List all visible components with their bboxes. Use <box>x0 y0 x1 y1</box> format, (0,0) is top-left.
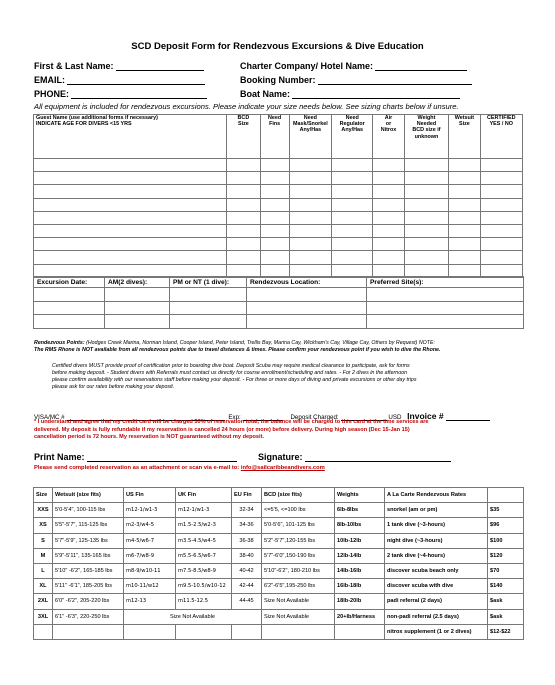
guest-cell[interactable] <box>260 185 289 198</box>
guest-cell[interactable] <box>34 238 227 251</box>
guest-cell[interactable] <box>332 198 373 211</box>
booking-label: Booking Number: <box>240 75 316 85</box>
guest-cell[interactable] <box>34 159 227 172</box>
size-table-cell: night dive (~3-hours) <box>385 533 488 548</box>
size-table-cell: 6lb-8lbs <box>335 503 385 518</box>
wetsuit-size-header: Wetsuit Size <box>449 115 480 159</box>
email-field <box>34 75 205 85</box>
booking-input[interactable] <box>318 75 472 85</box>
excursion-table <box>33 276 524 329</box>
size-table-header: BCD (size fits) <box>262 488 335 503</box>
size-table-row <box>34 563 524 578</box>
equipment-note: All equipment is included for rendezvous excursions. Please indicate your size needs below. See sizing charts below if unsure. <box>34 102 459 111</box>
guest-cell[interactable] <box>373 211 404 224</box>
guest-cell[interactable] <box>373 238 404 251</box>
size-table-cell: $12-$22 <box>488 624 524 639</box>
excursion-row <box>34 288 524 302</box>
excursion-cell[interactable] <box>170 288 247 302</box>
guest-cell[interactable] <box>332 211 373 224</box>
guest-cell[interactable] <box>449 198 480 211</box>
equipment-table <box>33 114 523 278</box>
size-table-cell: 6'0" -6'2", 205-220 lbs <box>53 594 124 609</box>
email-link[interactable]: info@sailcaribbeandivers.com <box>240 465 325 471</box>
deposit-charged-label: Deposit Charged: <box>290 414 339 421</box>
size-table-cell: 5'2"-5'7",120-155 lbs <box>262 533 335 548</box>
print-name-input[interactable] <box>87 452 237 462</box>
size-table-row <box>34 503 524 518</box>
size-table-cell: XS <box>34 518 53 533</box>
usd-label: USD <box>388 414 402 421</box>
guest-row <box>34 211 523 224</box>
size-table-cell: Size Not Available <box>262 594 335 609</box>
guest-cell[interactable] <box>332 224 373 237</box>
size-table-cell: M <box>34 548 53 563</box>
size-table-header: Size <box>34 488 53 503</box>
guest-row <box>34 185 523 198</box>
size-table-header: Weights <box>335 488 385 503</box>
size-table-header: UK Fin <box>176 488 232 503</box>
guest-cell[interactable] <box>404 172 449 185</box>
guest-cell[interactable] <box>34 251 227 264</box>
signature-input[interactable] <box>305 452 451 462</box>
size-table-cell: non-padi referral (2.5 days) <box>385 609 488 624</box>
guest-cell[interactable] <box>480 224 522 237</box>
size-table-cell: 44-45 <box>232 594 262 609</box>
excursion-cell[interactable] <box>247 301 367 315</box>
guest-row <box>34 159 523 172</box>
guest-row <box>34 198 523 211</box>
excursion-cell[interactable] <box>367 301 524 315</box>
guest-cell[interactable] <box>227 172 260 185</box>
invoice-input[interactable] <box>446 412 490 421</box>
size-table-cell: m9.5-10.5/w10-12 <box>176 579 232 594</box>
guest-cell[interactable] <box>227 159 260 172</box>
guest-cell[interactable] <box>449 238 480 251</box>
size-table-cell: S <box>34 533 53 548</box>
size-table-cell: $100 <box>488 533 524 548</box>
size-table-cell: m12-1/w1-3 <box>124 503 176 518</box>
size-table-cell: 5'5"-5'7", 115-125 lbs <box>53 518 124 533</box>
guest-cell[interactable] <box>404 224 449 237</box>
excursion-date-header: Excursion Date: <box>34 277 105 288</box>
size-table-row <box>34 624 524 639</box>
guest-cell[interactable] <box>373 198 404 211</box>
form-title: SCD Deposit Form for Rendezvous Excursions & Dive Education <box>131 41 424 52</box>
size-rate-table <box>33 487 524 640</box>
guest-cell[interactable] <box>480 211 522 224</box>
size-table-cell <box>124 624 176 639</box>
size-table-cell: <=5'5, <=100 lbs <box>262 503 335 518</box>
guest-cell[interactable] <box>34 224 227 237</box>
size-table-cell: padi referral (2 days) <box>385 594 488 609</box>
air-nitrox-header: Air or Nitrox <box>373 115 404 159</box>
need-mask-header: Need Mask/Snorkel Any/Has <box>289 115 331 159</box>
charter-field <box>240 61 467 71</box>
size-table-cell: discover scuba with dive <box>385 579 488 594</box>
size-table-cell: m12-13 <box>124 594 176 609</box>
size-table-header: EU Fin <box>232 488 262 503</box>
charter-label: Charter Company/ Hotel Name: <box>240 61 374 71</box>
guest-row <box>34 251 523 264</box>
excursion-row <box>34 315 524 329</box>
guest-cell[interactable] <box>34 198 227 211</box>
print-name-field <box>34 452 237 462</box>
size-table-cell: 5'0-5'6", 101-125 lbs <box>262 518 335 533</box>
size-table-cell: Size Not Available <box>262 609 335 624</box>
guest-cell[interactable] <box>480 238 522 251</box>
size-table-cell: snorkel (am or pm) <box>385 503 488 518</box>
email-label: EMAIL: <box>34 75 65 85</box>
guest-cell[interactable] <box>480 198 522 211</box>
excursion-cell[interactable] <box>367 288 524 302</box>
boat-label: Boat Name: <box>240 89 291 99</box>
size-table-cell: m10-11/w12 <box>124 579 176 594</box>
phone-field <box>34 89 207 99</box>
boat-field <box>240 89 460 99</box>
size-table-cell: 16lb-18lb <box>335 579 385 594</box>
size-table-cell <box>53 624 124 639</box>
guest-cell[interactable] <box>404 238 449 251</box>
size-table-cell: m5.5-6.5/w6-7 <box>176 548 232 563</box>
guest-cell[interactable] <box>404 185 449 198</box>
rendezvous-location-header: Rendezvous Location: <box>247 277 367 288</box>
guest-cell[interactable] <box>449 172 480 185</box>
size-table-cell: 5'0-5'4", 100-115 lbs <box>53 503 124 518</box>
size-table-cell: XXS <box>34 503 53 518</box>
size-table-cell: 5'10"-6'2", 180-210 lbs <box>262 563 335 578</box>
size-table-cell: 2 tank dive (~4-hours) <box>385 548 488 563</box>
excursion-row <box>34 301 524 315</box>
size-table-row <box>34 594 524 609</box>
guest-cell[interactable] <box>480 172 522 185</box>
size-table-cell: 20+lb/Harness <box>335 609 385 624</box>
excursion-cell[interactable] <box>105 288 170 302</box>
guest-cell[interactable] <box>227 251 260 264</box>
guest-cell[interactable] <box>332 172 373 185</box>
size-table-cell: m2-3/w4-5 <box>124 518 176 533</box>
guest-cell[interactable] <box>373 185 404 198</box>
size-table-cell: 1 tank dive (~3-hours) <box>385 518 488 533</box>
size-table-cell: Size Not Available <box>124 609 262 624</box>
excursion-cell[interactable] <box>105 301 170 315</box>
size-table-cell: 38-40 <box>232 548 262 563</box>
excursion-cell[interactable] <box>170 315 247 329</box>
size-table-header: US Fin <box>124 488 176 503</box>
name-label: First & Last Name: <box>34 61 114 71</box>
guest-cell[interactable] <box>480 185 522 198</box>
guest-cell[interactable] <box>289 159 331 172</box>
size-table-row <box>34 548 524 563</box>
size-table-row <box>34 609 524 624</box>
guest-cell[interactable] <box>227 224 260 237</box>
print-name-label: Print Name: <box>34 452 85 462</box>
exp-label: Exp: <box>228 414 241 421</box>
guest-cell[interactable] <box>227 238 260 251</box>
guest-cell[interactable] <box>289 224 331 237</box>
guest-cell[interactable] <box>373 251 404 264</box>
guest-cell[interactable] <box>449 224 480 237</box>
size-table-cell: m7.5-8.5/w8-9 <box>176 563 232 578</box>
certified-header: CERTIFIED YES / NO <box>480 115 522 159</box>
size-table-cell <box>176 624 232 639</box>
excursion-cell[interactable] <box>34 315 105 329</box>
guest-cell[interactable] <box>260 172 289 185</box>
size-table-cell: 5'9"-5'11", 135-165 lbs <box>53 548 124 563</box>
guest-cell[interactable] <box>289 238 331 251</box>
size-table-cell: 12lb-14lb <box>335 548 385 563</box>
guest-cell[interactable] <box>34 185 227 198</box>
guest-cell[interactable] <box>34 211 227 224</box>
boat-input[interactable] <box>292 89 460 99</box>
send-instructions: Please send completed reservation as an attachment or scan via e-mail to: info@sailcaribbeandivers.com <box>34 465 325 471</box>
size-table-cell <box>335 624 385 639</box>
email-input[interactable] <box>67 75 205 85</box>
size-table-cell: m12-1/w1-3 <box>176 503 232 518</box>
size-table-row <box>34 533 524 548</box>
guest-cell[interactable] <box>260 238 289 251</box>
size-table-cell: discover scuba beach only <box>385 563 488 578</box>
rendezvous-points: Rendezvous Points: (Hodges Creek Marina, Norman Island, Cooper Island, Peter Island, Trellis Bay, Marina Cay, Wickham's Cay, Village Cay, Others by Request) NOTE: The RMS Rhone is NOT available from all rendezvous points due to travel distances & times. Please confirm your rendezvous point if you wish to dive the Rhone. <box>34 340 441 354</box>
size-table-cell: $ask <box>488 594 524 609</box>
invoice-label: Invoice # <box>407 411 444 421</box>
guest-cell[interactable] <box>260 159 289 172</box>
guest-cell[interactable] <box>373 159 404 172</box>
guest-cell[interactable] <box>332 185 373 198</box>
size-table-cell: XL <box>34 579 53 594</box>
am-dives-header: AM(2 dives): <box>105 277 170 288</box>
size-table-cell: $ask <box>488 609 524 624</box>
guest-cell[interactable] <box>260 198 289 211</box>
bcd-size-header: BCD Size <box>227 115 260 159</box>
size-table-cell: nitrox supplement (1 or 2 dives) <box>385 624 488 639</box>
size-table-cell: 40-42 <box>232 563 262 578</box>
guest-cell[interactable] <box>227 211 260 224</box>
size-table-cell: 8lb-10lbs <box>335 518 385 533</box>
size-table-cell: 5'7"-5'9", 125-135 lbs <box>53 533 124 548</box>
size-table-header: Wetsuit (size fits) <box>53 488 124 503</box>
guest-cell[interactable] <box>227 198 260 211</box>
size-table-cell: 34-36 <box>232 518 262 533</box>
guest-cell[interactable] <box>373 224 404 237</box>
guest-cell[interactable] <box>260 224 289 237</box>
size-table-cell: 10lb-12lb <box>335 533 385 548</box>
size-table-header <box>488 488 524 503</box>
booking-field <box>240 75 472 85</box>
guest-cell[interactable] <box>449 185 480 198</box>
name-field <box>34 61 204 71</box>
excursion-cell[interactable] <box>105 315 170 329</box>
size-table-cell: $70 <box>488 563 524 578</box>
size-table-cell <box>262 624 335 639</box>
size-table-row <box>34 518 524 533</box>
size-table-cell: 32-34 <box>232 503 262 518</box>
guest-cell[interactable] <box>480 159 522 172</box>
size-table-cell: 5'10" -6'2", 165-185 lbs <box>53 563 124 578</box>
size-table-cell: 6'2"-6'5",195-250 lbs <box>262 579 335 594</box>
guest-cell[interactable] <box>289 211 331 224</box>
size-table-cell: 14lb-16lb <box>335 563 385 578</box>
terms-text: * I understand and agree that my credit card will be charged 50% of reservation total, the balance will be charged to this card at the time services are delivered. My deposit is fully refundable if my reservation is cancelled 24 hours (or more) before delivery. During high season (Dec 15-Jan 15) cancellation period is 72 hours. My reservation is NOT guaranteed without my deposit. <box>34 419 429 441</box>
size-table-cell: L <box>34 563 53 578</box>
size-table-header-row <box>34 488 524 503</box>
guest-cell[interactable] <box>289 172 331 185</box>
guest-cell[interactable] <box>34 172 227 185</box>
preferred-sites-header: Preferred Site(s): <box>367 277 524 288</box>
size-table-cell: 6'1" -6'3", 220-250 lbs <box>53 609 124 624</box>
size-table-cell: $96 <box>488 518 524 533</box>
excursion-cell[interactable] <box>34 288 105 302</box>
excursion-cell[interactable] <box>367 315 524 329</box>
guest-cell[interactable] <box>289 185 331 198</box>
guest-row <box>34 238 523 251</box>
need-regulator-header: Need Regulator Any/Has <box>332 115 373 159</box>
size-table-row <box>34 579 524 594</box>
size-table-header: A La Carte Rendezvous Rates <box>385 488 488 503</box>
size-table-cell: m11.5-12.5 <box>176 594 232 609</box>
guest-cell[interactable] <box>449 159 480 172</box>
size-table-cell: 2XL <box>34 594 53 609</box>
guest-cell[interactable] <box>373 172 404 185</box>
name-input[interactable] <box>116 61 204 71</box>
guest-cell[interactable] <box>332 238 373 251</box>
size-table-cell: 36-38 <box>232 533 262 548</box>
excursion-cell[interactable] <box>247 288 367 302</box>
pm-dive-header: PM or NT (1 dive): <box>170 277 247 288</box>
guest-row <box>34 172 523 185</box>
size-table-cell: 18lb-20lb <box>335 594 385 609</box>
size-table-cell <box>34 624 53 639</box>
guest-cell[interactable] <box>480 251 522 264</box>
guest-row <box>34 224 523 237</box>
size-table-cell: m1.5-2.5/w2-3 <box>176 518 232 533</box>
guest-cell[interactable] <box>227 185 260 198</box>
excursion-cell[interactable] <box>247 315 367 329</box>
visa-label: VISA/MC # <box>34 414 65 421</box>
size-table-cell: m6-7/w8-9 <box>124 548 176 563</box>
guest-cell[interactable] <box>289 198 331 211</box>
guest-cell[interactable] <box>404 251 449 264</box>
guest-cell[interactable] <box>289 251 331 264</box>
excursion-cell[interactable] <box>34 301 105 315</box>
weight-needed-header: Weight Needed BCD size if unknown <box>404 115 449 159</box>
size-table-cell: m3.5-4.5/w4-5 <box>176 533 232 548</box>
guest-cell[interactable] <box>260 211 289 224</box>
size-table-cell: $140 <box>488 579 524 594</box>
size-table-cell: 42-44 <box>232 579 262 594</box>
certification-text: Certified divers MUST provide proof of certification prior to boarding dive boat. Deposit Scuba may require medical clearance to participate, ask for forms before making deposit. - Student divers with Referrals must contact us directly for course enrollment/scheduling and rates. - For 2 dives in the afternoon please confirm availability with our reservations staff before making your deposit. - For three or more days of diving and private excursions or other day trips please ask for our rates before making your deposit. <box>52 363 417 391</box>
guest-cell[interactable] <box>260 251 289 264</box>
guest-cell[interactable] <box>332 251 373 264</box>
guest-cell[interactable] <box>404 211 449 224</box>
excursion-cell[interactable] <box>170 301 247 315</box>
size-table-cell: $35 <box>488 503 524 518</box>
signature-field <box>258 452 451 462</box>
phone-input[interactable] <box>71 89 207 99</box>
need-fins-header: Need Fins <box>260 115 289 159</box>
size-table-cell: $120 <box>488 548 524 563</box>
guest-cell[interactable] <box>332 159 373 172</box>
size-table-cell: m8-9/w10-11 <box>124 563 176 578</box>
size-table-cell: 3XL <box>34 609 53 624</box>
guest-cell[interactable] <box>449 211 480 224</box>
charter-input[interactable] <box>375 61 467 71</box>
signature-label: Signature: <box>258 452 303 462</box>
size-table-cell: m4-5/w6-7 <box>124 533 176 548</box>
size-table-cell <box>232 624 262 639</box>
guest-cell[interactable] <box>404 198 449 211</box>
size-table-cell: 5'7"-6'0",150-190 lbs <box>262 548 335 563</box>
phone-label: PHONE: <box>34 89 70 99</box>
guest-cell[interactable] <box>404 159 449 172</box>
guest-name-header: Guest Name (use additional forms if necessary) INDICATE AGE FOR DIVERS <15 YRS <box>34 115 227 159</box>
size-table-cell: 5'11" -6'1", 185-205 lbs <box>53 579 124 594</box>
guest-cell[interactable] <box>449 251 480 264</box>
